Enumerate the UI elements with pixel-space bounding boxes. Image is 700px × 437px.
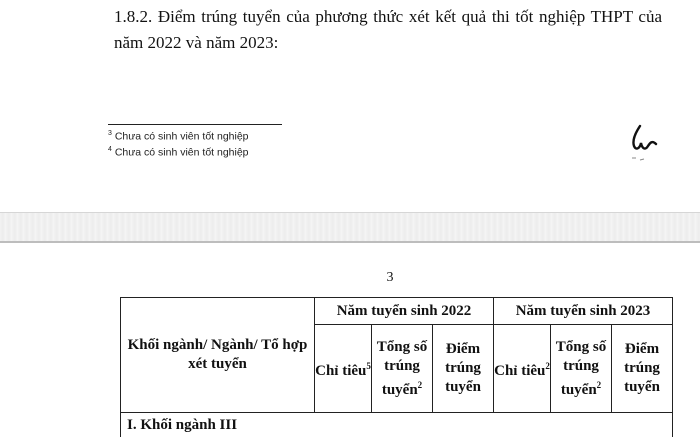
col-label: Điểm trúng tuyển: [445, 341, 481, 395]
year-2023-header: Năm tuyển sinh 2023: [494, 298, 673, 325]
footnote-4-text: Chưa có sinh viên tốt nghiệp: [115, 147, 249, 159]
col-2023-quota: [494, 325, 551, 413]
col-2022-quota: [315, 325, 372, 413]
col-sup: 2: [545, 361, 550, 371]
footnote-3: [108, 130, 249, 143]
signature-icon: [626, 118, 666, 168]
footnote-3-text: Chưa có sinh viên tốt nghiệp: [115, 131, 249, 143]
col-2023-score: [612, 325, 673, 413]
col-label: Chỉ tiêu: [315, 363, 366, 379]
col-sup: 2: [418, 380, 423, 390]
group-row-khoi-nganh-iii: I. Khối ngành III: [121, 413, 673, 437]
footnote-4-mark: 4: [108, 146, 112, 153]
year-2022-header: Năm tuyển sinh 2022: [315, 298, 494, 325]
col-sup: 2: [597, 380, 602, 390]
col-2022-score: [433, 325, 494, 413]
page-number: 3: [0, 270, 700, 286]
section-heading: 1.8.2. Điểm trúng tuyển của phương thức xét kết quả thi tốt nghiệp THPT của năm 2022 và năm 2023:: [114, 4, 662, 56]
admission-table: [120, 297, 673, 437]
col-sup: 5: [366, 361, 371, 371]
col-2022-admitted: [372, 325, 433, 413]
col-2023-admitted: [551, 325, 612, 413]
page-break: [0, 212, 700, 243]
col-label: Tổng số trúng tuyển: [556, 339, 606, 398]
footnote-divider: [108, 124, 282, 125]
row-header-cell: Khối ngành/ Ngành/ Tổ hợp xét tuyển: [121, 298, 315, 413]
col-label: Điểm trúng tuyển: [624, 341, 660, 395]
footnote-4: [108, 146, 249, 159]
footnote-3-mark: 3: [108, 130, 112, 137]
col-label: Tổng số trúng tuyển: [377, 339, 427, 398]
col-label: Chỉ tiêu: [494, 363, 545, 379]
